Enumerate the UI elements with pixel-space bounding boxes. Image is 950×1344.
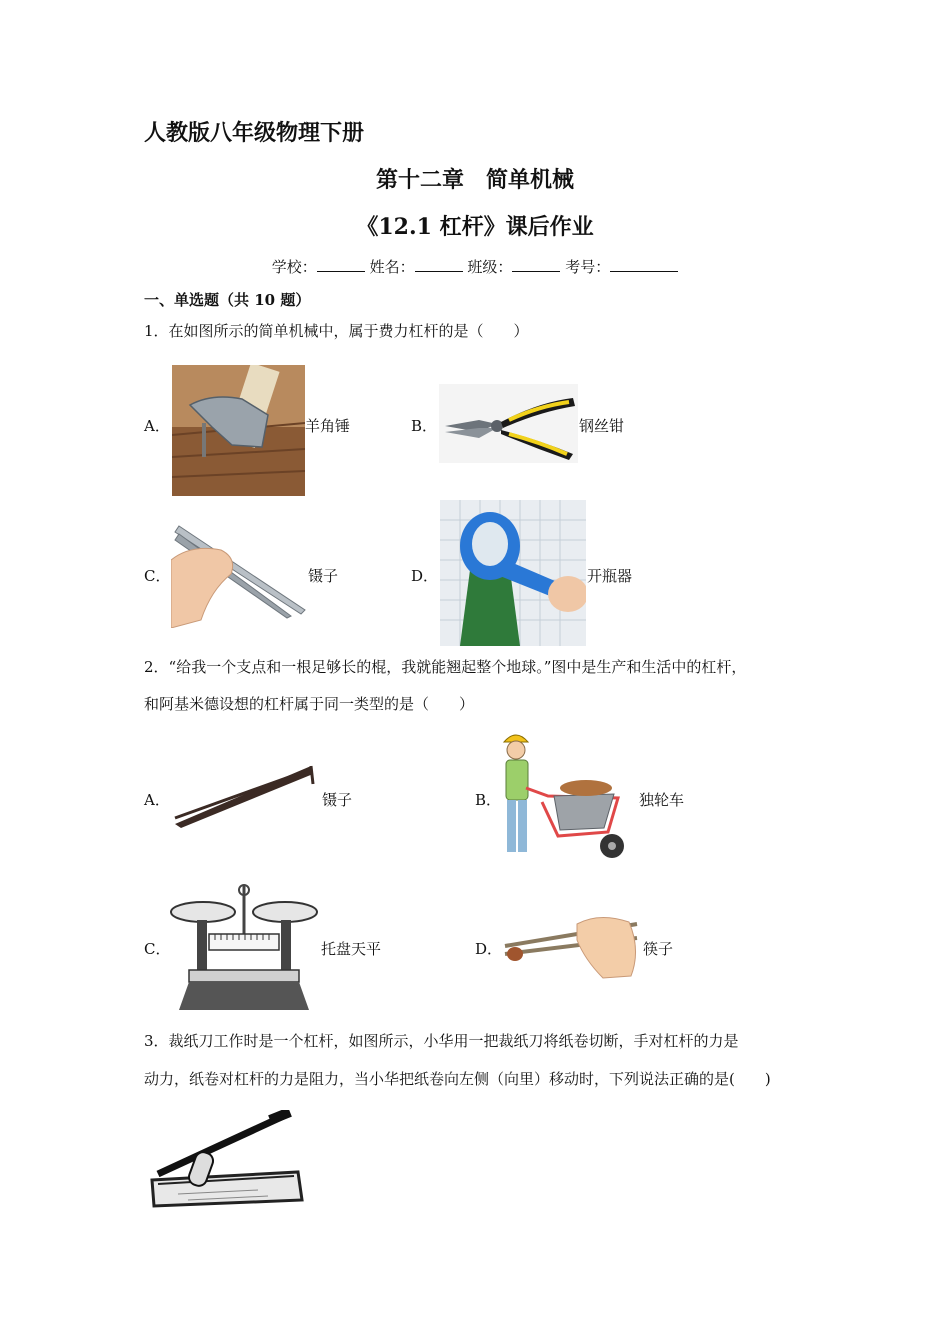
pliers-image bbox=[439, 384, 578, 463]
question-1-stem: 1．在如图所示的简单机械中，属于费力杠杆的是（ ） bbox=[144, 322, 529, 340]
q1-option-d-label: 开瓶器 bbox=[587, 567, 633, 585]
q2-option-a-label: 镊子 bbox=[322, 791, 353, 809]
chopsticks-image bbox=[503, 910, 639, 980]
class-label: 班级： bbox=[467, 258, 513, 276]
q2-option-d-label: 筷子 bbox=[643, 940, 674, 958]
tweezers-drawing bbox=[171, 762, 315, 832]
question-3-stem-line-2: 动力，纸卷对杠杆的力是阻力，当小华把纸卷向左侧（向里）移动时，下列说法正确的是( ) bbox=[144, 1070, 771, 1088]
section-heading: 一、单选题（共 10 题） bbox=[144, 291, 311, 309]
class-blank bbox=[512, 257, 560, 272]
school-label: 学校： bbox=[271, 258, 317, 276]
q1-option-d-letter: D． bbox=[411, 567, 439, 585]
q2-option-b-label: 独轮车 bbox=[639, 791, 685, 809]
exam-no-blank bbox=[610, 257, 678, 272]
bottle-opener-image bbox=[440, 500, 586, 646]
q1-option-a-letter: A． bbox=[144, 417, 170, 435]
name-blank bbox=[415, 257, 463, 272]
book-title: 人教版八年级物理下册 bbox=[144, 120, 365, 146]
student-info-line bbox=[0, 256, 950, 277]
q1-option-b-label: 钢丝钳 bbox=[579, 417, 625, 435]
hammer-image bbox=[172, 365, 305, 496]
chapter-title: 第十二章 简单机械 bbox=[375, 167, 574, 193]
paper-cutter-image bbox=[148, 1110, 304, 1208]
question-2-stem-line-1: 2．“给我一个支点和一根足够长的棍，我就能翘起整个地球。”图中是生产和生活中的杠杆， bbox=[144, 658, 747, 676]
q2-option-d-letter: D． bbox=[475, 940, 503, 958]
balance-scale-image bbox=[169, 882, 319, 1010]
q2-option-c-label: 托盘天平 bbox=[321, 940, 382, 958]
q1-option-c-letter: C． bbox=[144, 567, 171, 585]
q1-option-c-label: 镊子 bbox=[308, 567, 339, 585]
name-label: 姓名： bbox=[369, 258, 415, 276]
wheelbarrow-worker-image bbox=[498, 728, 634, 862]
question-2-stem-line-2: 和阿基米德设想的杠杆属于同一类型的是（ ） bbox=[144, 695, 475, 713]
q1-option-a-label: 羊角锤 bbox=[305, 417, 351, 435]
lesson-title: 《12.1 杠杆》课后作业 bbox=[356, 214, 594, 240]
question-3-stem-line-1: 3．裁纸刀工作时是一个杠杆，如图所示，小华用一把裁纸刀将纸卷切断，手对杠杆的力是 bbox=[144, 1032, 739, 1050]
q2-option-b-letter: B． bbox=[475, 791, 502, 809]
q2-option-a-letter: A． bbox=[144, 791, 170, 809]
q1-option-b-letter: B． bbox=[411, 417, 438, 435]
school-blank bbox=[317, 257, 365, 272]
tweezers-image bbox=[171, 520, 307, 628]
exam-no-label: 考号： bbox=[565, 258, 611, 276]
q2-option-c-letter: C． bbox=[144, 940, 171, 958]
